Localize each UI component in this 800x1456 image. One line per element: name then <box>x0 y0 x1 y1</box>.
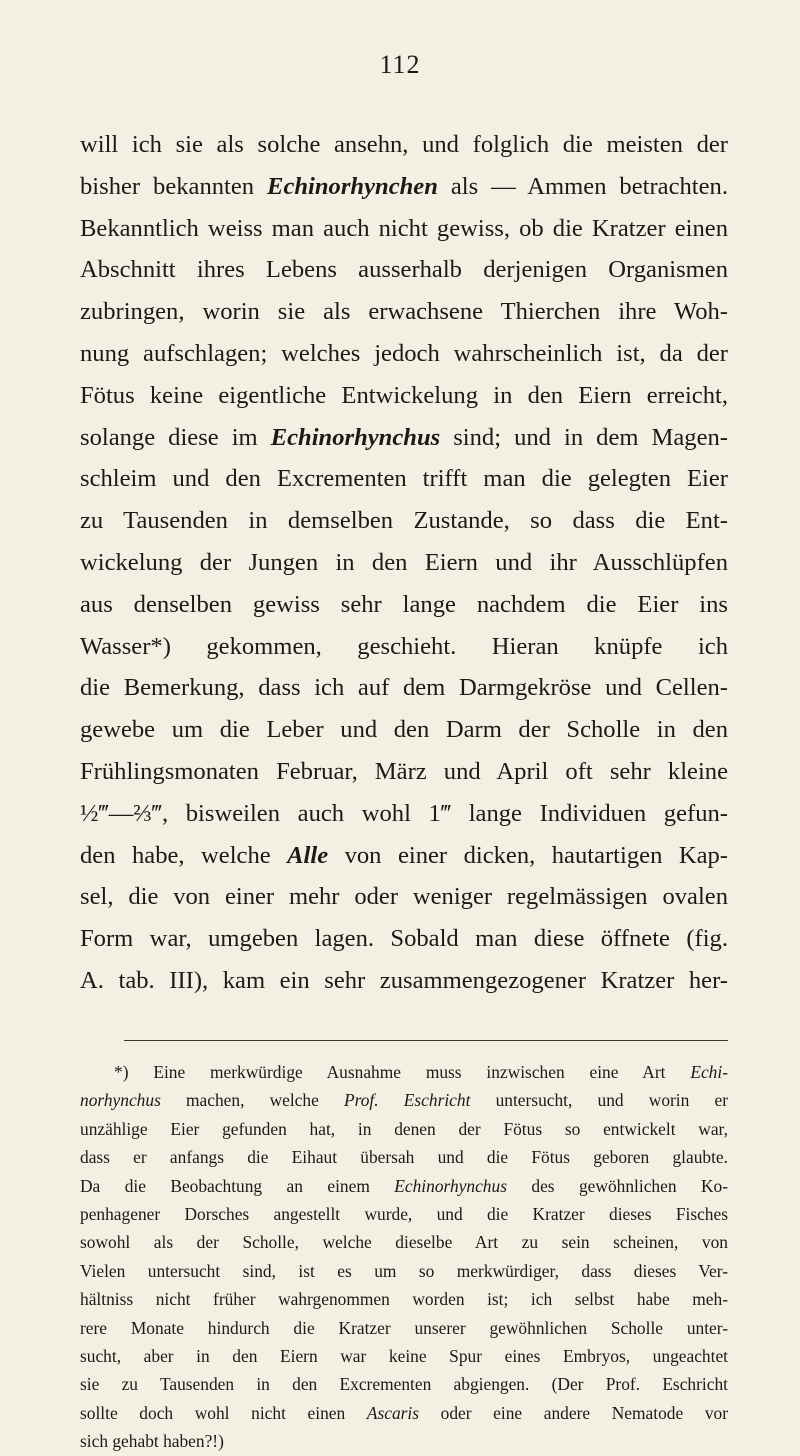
text-line: den habe, welche Alle von einer dicken, hautartigen Kap- <box>80 841 728 869</box>
text-line: die Bemerkung, dass ich auf dem Darmgekröse und Cellen- <box>80 674 728 702</box>
text-line: Fötus keine eigentliche Entwickelung in den Eiern erreicht, <box>80 381 728 409</box>
footnote-line: penhagener Dorsches angestellt wurde, und die Kratzer dieses Fisches <box>80 1204 728 1225</box>
text-line: aus denselben gewiss sehr lange nachdem die Eier ins <box>80 590 728 618</box>
italic-term: Prof. Eschricht <box>343 1090 471 1111</box>
text-line: bisher bekannten Echinorhynchen als — Ammen betrachten. <box>80 172 728 200</box>
text-line: zubringen, worin sie als erwachsene Thierchen ihre Woh- <box>80 298 728 326</box>
italic-term: Echinorhynchen <box>267 172 438 200</box>
text-line: Abschnitt ihres Lebens ausserhalb derjenigen Organismen <box>80 256 728 284</box>
footnote-line: sollte doch wohl nicht einen Ascaris oder eine andere Nematode vor <box>80 1402 728 1423</box>
text-line: Wasser*) gekommen, geschieht. Hieran knüpfe ich <box>80 632 728 660</box>
text-line: A. tab. III), kam ein sehr zusammengezogener Kratzer her- <box>80 966 728 994</box>
body-text <box>80 124 728 1002</box>
footnote-rule <box>124 1040 728 1041</box>
footnote-line: sowohl als der Scholle, welche dieselbe Art zu sein scheinen, von <box>80 1232 728 1253</box>
italic-term: norhynchus <box>80 1090 161 1111</box>
text-line: zu Tausenden in demselben Zustande, so dass die Ent- <box>80 507 728 535</box>
footnote-line: rere Monate hindurch die Kratzer unserer gewöhnlichen Scholle unter- <box>80 1317 728 1338</box>
text-line: Frühlingsmonaten Februar, März und April oft sehr kleine <box>80 757 728 785</box>
italic-term: Echi- <box>690 1062 728 1082</box>
italic-term: Alle <box>287 841 329 869</box>
footnote-line: dass er anfangs die Eihaut übersah und die Fötus geboren glaubte. <box>80 1147 728 1168</box>
footnote-line: Da die Beobachtung an einem Echinorhynchus des gewöhnlichen Ko- <box>80 1175 728 1196</box>
footnote-line: Vielen untersucht sind, ist es um so merkwürdiger, dass dieses Ver- <box>80 1260 728 1281</box>
text-line: ½‴—⅔‴, bisweilen auch wohl 1‴ lange Individuen gefun- <box>80 799 728 827</box>
text-line: wickelung der Jungen in den Eiern und ihr Ausschlüpfen <box>80 548 728 576</box>
footnote <box>80 1058 728 1456</box>
text-line: Form war, umgeben lagen. Sobald man diese öffnete (fig. <box>80 925 728 953</box>
page-number: 112 <box>379 50 421 79</box>
footnote-line: sucht, aber in den Eiern war keine Spur eines Embryos, ungeachtet <box>80 1346 728 1367</box>
italic-term: Echinorhynchus <box>270 423 441 451</box>
footnote-line: sich gehabt haben?!) <box>80 1431 224 1452</box>
text-line: nung aufschlagen; welches jedoch wahrscheinlich ist, da der <box>80 339 728 367</box>
footnote-line: unzählige Eier gefunden hat, in denen der Fötus so entwickelt war, <box>80 1118 728 1139</box>
text-line: Bekanntlich weiss man auch nicht gewiss, ob die Kratzer einen <box>80 214 728 242</box>
text-line: will ich sie als solche ansehn, und folglich die meisten der <box>80 131 728 158</box>
italic-term: Ascaris <box>366 1402 420 1423</box>
text-line: schleim und den Excrementen trifft man die gelegten Eier <box>80 465 728 493</box>
footnote-line: norhynchus machen, welche Prof. Eschricht untersucht, und worin er <box>80 1090 728 1111</box>
italic-term: Echinorhynchus <box>394 1175 507 1196</box>
footnote-line: hältniss nicht früher wahrgenommen worden ist; ich selbst habe meh- <box>80 1289 728 1310</box>
footnote-line: *) Eine merkwürdige Ausnahme muss inzwischen eine Art Echi- <box>114 1062 728 1082</box>
text-line: sel, die von einer mehr oder weniger regelmässigen ovalen <box>80 883 728 911</box>
footnote-line: sie zu Tausenden in den Excrementen abgiengen. (Der Prof. Eschricht <box>80 1374 728 1395</box>
text-line: solange diese im Echinorhynchus sind; und in dem Magen- <box>80 423 728 451</box>
text-line: gewebe um die Leber und den Darm der Scholle in den <box>80 716 728 744</box>
